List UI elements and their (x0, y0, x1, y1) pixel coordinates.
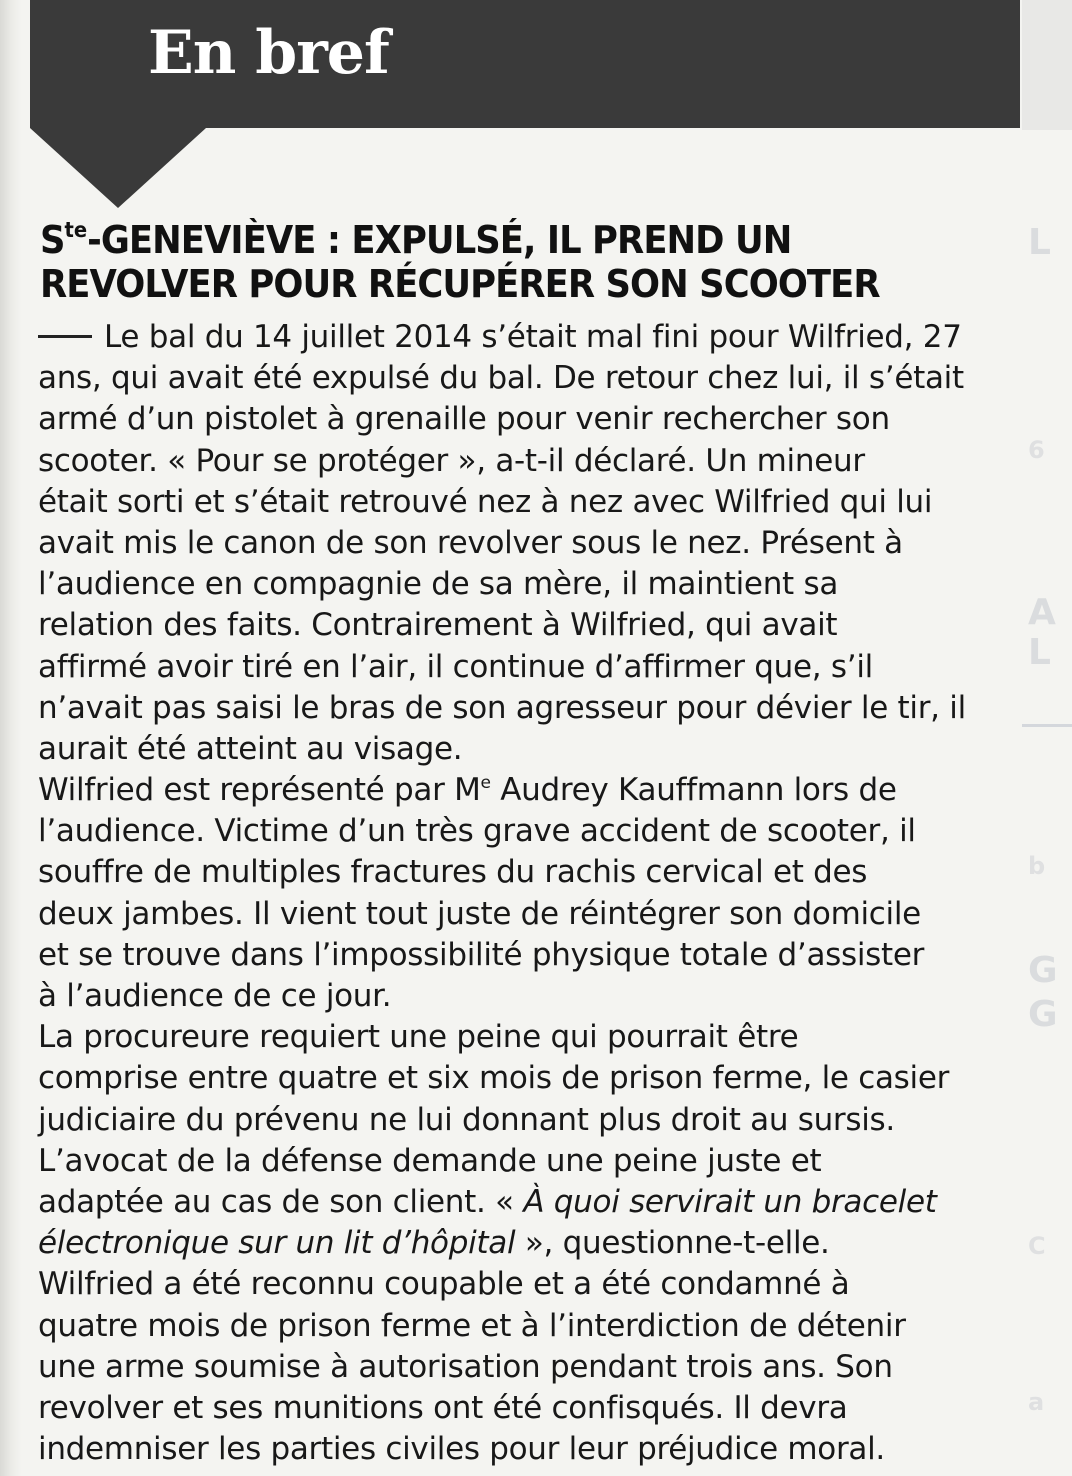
body-line: aurait été atteint au visage. (38, 730, 463, 767)
headline-line-2: REVOLVER POUR RÉCUPÉRER SON SCOOTER (40, 262, 880, 306)
body-line: judiciaire du prévenu ne lui donnant plus droit au sursis. (38, 1101, 895, 1138)
body-line-lawyer: Wilfried est représenté par Me Audrey Kauffmann lors de (38, 772, 897, 809)
body-line: Le bal du 14 juillet 2014 s’était mal fini pour Wilfried, 27 (38, 317, 1018, 358)
body-line-quote-2: électronique sur un lit d’hôpital », questionne-t-elle. (38, 1225, 830, 1262)
body-line: indemniser les parties civiles pour leur préjudice moral. (38, 1431, 885, 1468)
body-line: était sorti et s’était retrouvé nez à nez avec Wilfried qui lui (38, 483, 933, 520)
body-line: quatre mois de prison ferme et à l’interdiction de détenir (38, 1307, 906, 1344)
body-line: revolver et ses munitions ont été confisqués. Il devra (38, 1389, 848, 1426)
body-line: et se trouve dans l’impossibilité physique totale d’assister (38, 936, 925, 973)
section-badge (30, 0, 1020, 208)
article-body (38, 317, 1018, 1470)
body-line: L’avocat de la défense demande une peine juste et (38, 1142, 822, 1179)
body-line: deux jambes. Il vient tout juste de réintégrer son domicile (38, 895, 921, 932)
body-line: scooter. « Pour se protéger », a-t-il déclaré. Un mineur (38, 442, 865, 479)
paper-edge (0, 0, 22, 1476)
body-line-quote-1: adaptée au cas de son client. « À quoi servirait un bracelet (38, 1183, 937, 1220)
body-line: avait mis le canon de son revolver sous le nez. Présent à (38, 524, 903, 561)
section-label: En bref (148, 18, 389, 88)
body-line: ans, qui avait été expulsé du bal. De retour chez lui, il s’était (38, 360, 964, 397)
adjacent-column-bleed: L 6 A L b G G C a (1022, 0, 1072, 1476)
body-line: une arme soumise à autorisation pendant trois ans. Son (38, 1348, 893, 1385)
body-line: l’audience. Victime d’un très grave accident de scooter, il (38, 813, 916, 850)
article-headline (40, 218, 947, 306)
body-line: Wilfried a été reconnu coupable et a été condamné à (38, 1266, 850, 1303)
headline-line-1: $S^{te}$-GENEVIÈVE : EXPULSÉ, IL PREND UN (40, 218, 792, 262)
lead-dash (38, 335, 92, 338)
body-line: affirmé avoir tiré en l’air, il continue d’affirmer que, s’il (38, 648, 873, 685)
body-line: comprise entre quatre et six mois de prison ferme, le casier (38, 1060, 950, 1097)
body-line: n’avait pas saisi le bras de son agresseur pour dévier le tir, il (38, 689, 966, 726)
body-line: La procureure requiert une peine qui pourrait être (38, 1019, 799, 1056)
body-line: l’audience en compagnie de sa mère, il maintient sa (38, 566, 839, 603)
body-line: souffre de multiples fractures du rachis cervical et des (38, 854, 868, 891)
body-line: relation des faits. Contrairement à Wilfried, qui avait (38, 607, 838, 644)
body-line: armé d’un pistolet à grenaille pour venir rechercher son (38, 401, 890, 438)
body-line: à l’audience de ce jour. (38, 978, 392, 1014)
